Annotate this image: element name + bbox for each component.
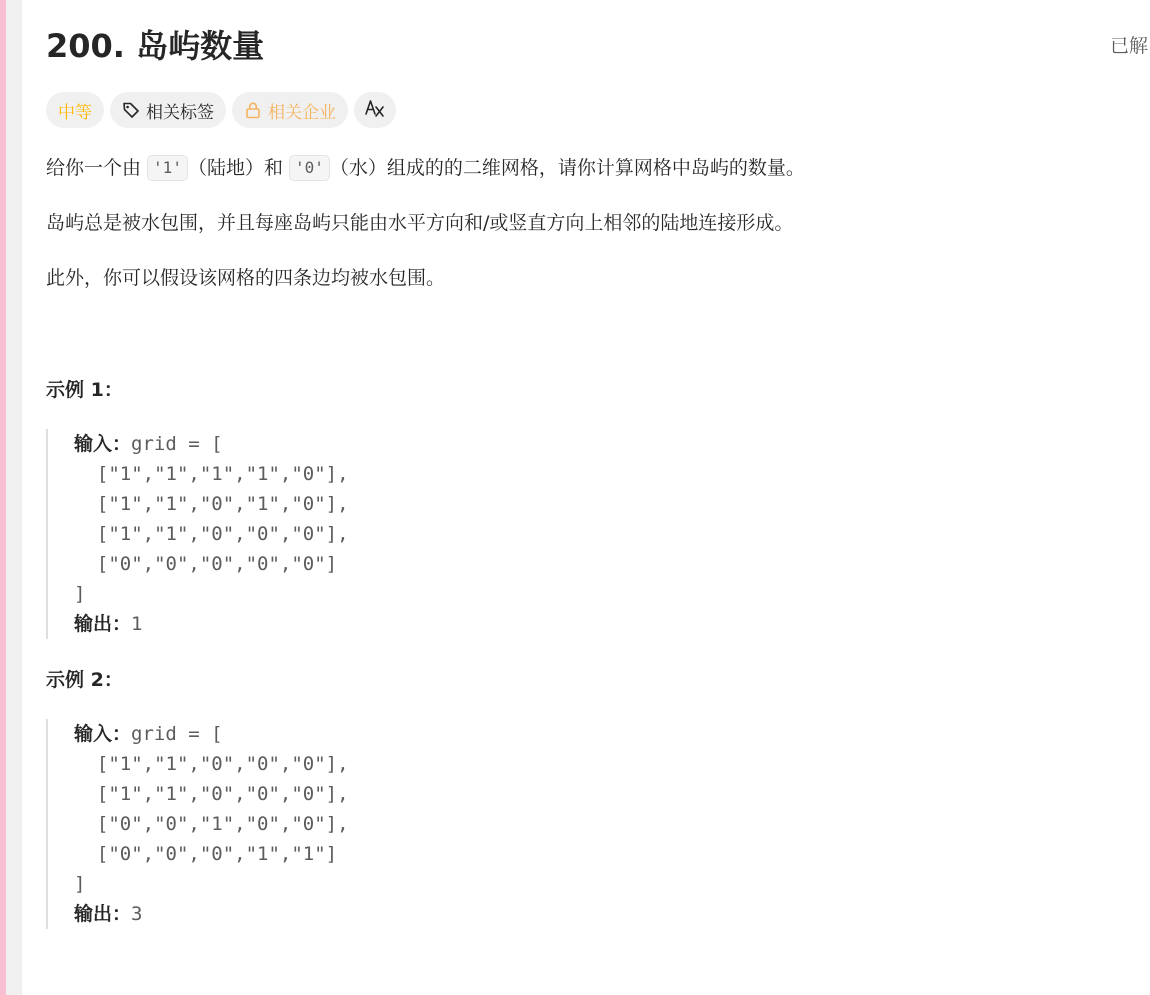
input-label: 输入： — [74, 433, 132, 455]
tag-icon — [122, 101, 140, 119]
inline-code-land: '1' — [147, 155, 188, 181]
output-value: 1 — [131, 613, 143, 635]
grid-row: ["1","1","0","0","0"], — [74, 783, 349, 805]
grid-row: ["0","0","0","1","1"] — [74, 843, 338, 865]
example-output-line — [74, 609, 646, 639]
example-2-block — [46, 719, 646, 929]
topics-label: 相关标签 — [146, 102, 214, 123]
example-2-heading: 示例 2： — [46, 669, 123, 691]
solved-status: 已解 — [1109, 35, 1148, 57]
example-1-block — [46, 429, 646, 639]
lock-icon — [244, 101, 262, 119]
translate-button[interactable] — [354, 92, 396, 128]
grid-close: ] — [74, 873, 86, 895]
output-label: 输出： — [74, 903, 132, 925]
tag-row — [46, 92, 396, 128]
grid-row: ["0","0","1","0","0"], — [74, 813, 349, 835]
grid-row: ["1","1","0","0","0"], — [74, 523, 349, 545]
grid-row: ["1","1","0","1","0"], — [74, 493, 349, 515]
difficulty-label: 中等 — [58, 102, 92, 123]
example-input-line — [74, 429, 646, 459]
text-segment: （水）组成的的二维网格，请你计算网格中岛屿的数量。 — [329, 157, 805, 179]
grid-close: ] — [74, 583, 86, 605]
description-paragraph-2: 岛屿总是被水包围，并且每座岛屿只能由水平方向和/或竖直方向上相邻的陆地连接形成。 — [46, 212, 794, 234]
companies-label: 相关企业 — [268, 102, 336, 123]
example-input-line — [74, 719, 646, 749]
output-value: 3 — [131, 903, 143, 925]
inline-code-water: '0' — [289, 155, 330, 181]
grid-row: ["1","1","0","0","0"], — [74, 753, 349, 775]
companies-tag-button[interactable] — [232, 92, 348, 128]
grid-row: ["1","1","1","1","0"], — [74, 463, 349, 485]
grid-row: ["0","0","0","0","0"] — [74, 553, 338, 575]
problem-description — [46, 0, 1150, 995]
description-paragraph-3: 此外，你可以假设该网格的四条边均被水包围。 — [46, 267, 446, 289]
example-1-heading: 示例 1： — [46, 379, 123, 401]
description-paragraph-1 — [46, 154, 805, 182]
example-output-line — [74, 899, 646, 929]
title-row — [46, 24, 1150, 68]
input-value: grid = [ — [131, 723, 223, 745]
input-label: 输入： — [74, 723, 132, 745]
difficulty-tag — [46, 92, 104, 128]
left-panel-edge — [0, 0, 22, 995]
text-segment: （陆地）和 — [187, 157, 289, 179]
problem-title[interactable]: 200. 岛屿数量 — [46, 27, 265, 65]
topics-tag-button[interactable] — [110, 92, 226, 128]
translate-icon — [364, 98, 386, 123]
left-accent-bar — [0, 0, 6, 995]
input-value: grid = [ — [131, 433, 223, 455]
text-segment: 给你一个由 — [46, 157, 148, 179]
output-label: 输出： — [74, 613, 132, 635]
